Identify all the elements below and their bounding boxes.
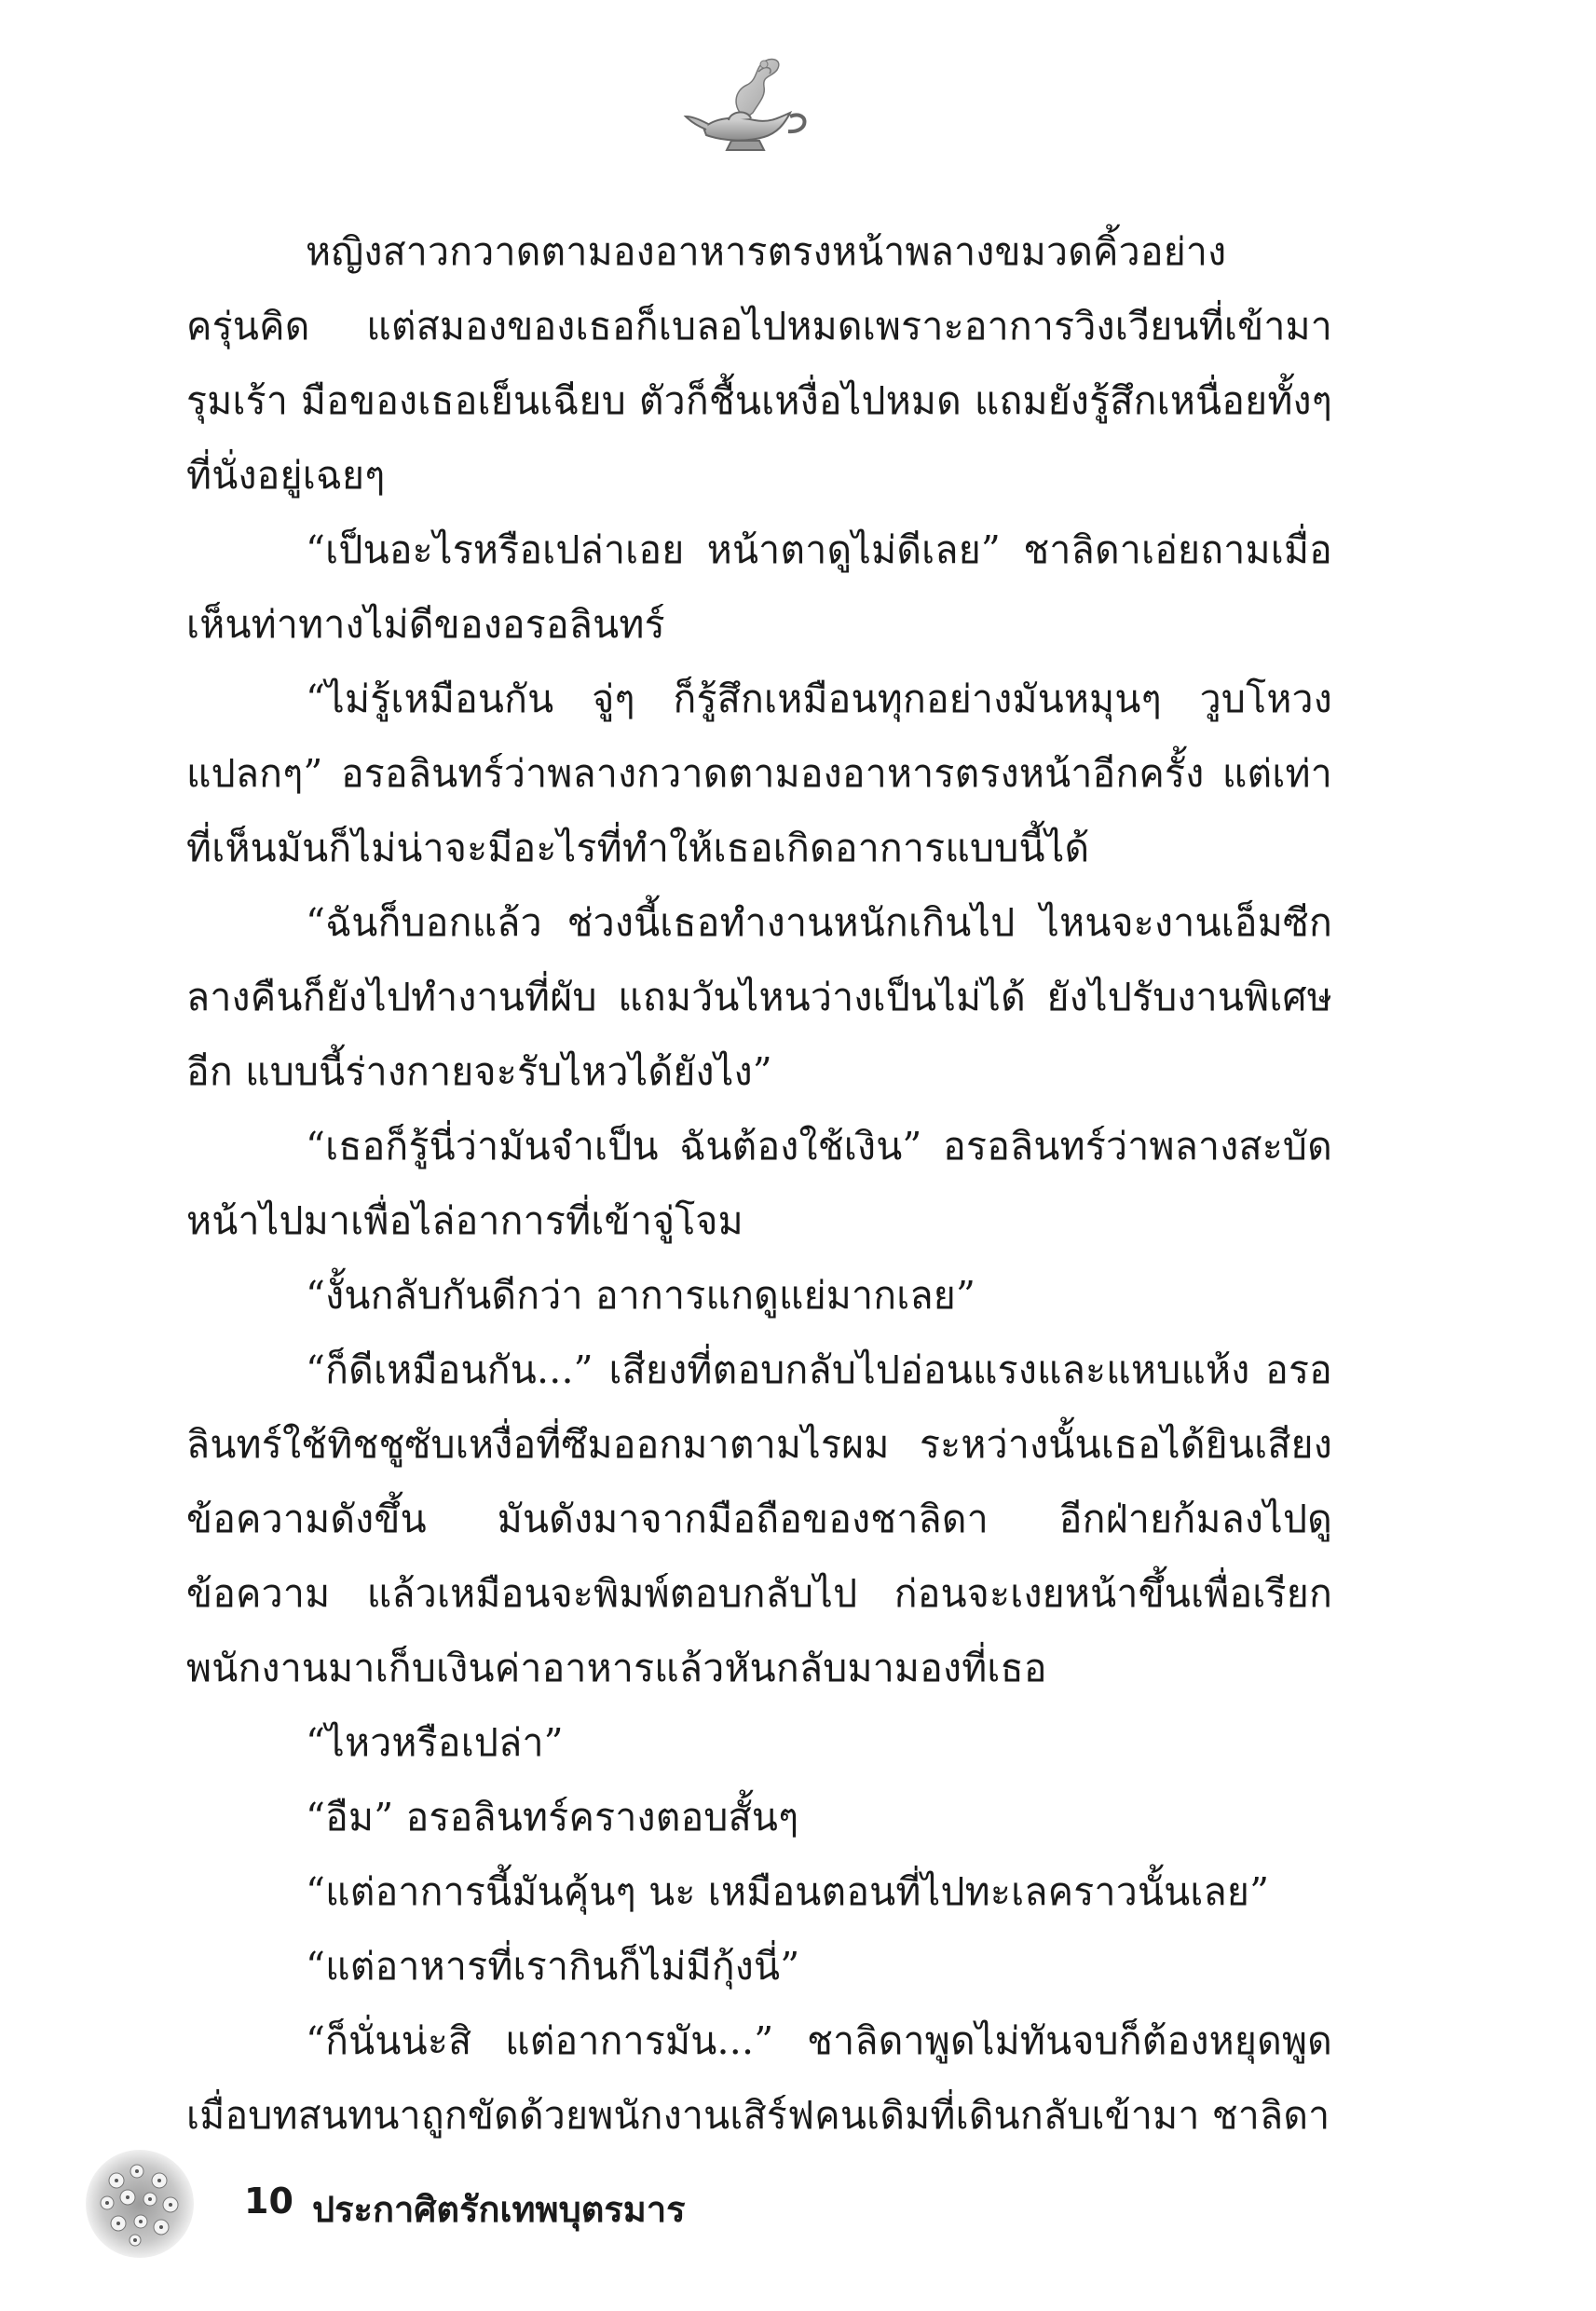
body-text [186, 214, 1332, 2153]
book-title: ประกาศิตรักเทพบุตรมาร [312, 2189, 686, 2230]
magic-lamp-icon [680, 51, 820, 163]
flower-icon [79, 2143, 200, 2264]
paragraph: “อืม” อรอลินทร์ครางตอบสั้นๆ [306, 1795, 799, 1839]
paragraph: “งั้นกลับกันดีกว่า อาการแกดูแย่มากเลย” [306, 1273, 976, 1318]
paragraph: “ก็ดีเหมือนกัน...” เสียงที่ตอบกลับไปอ่อนแรงและแหบแห้ง อรอลินทร์ใช้ทิชชูซับเหงื่อที่ซึมออกมาตามไรผม ระหว่างนั้นเธอได้ยินเสียงข้อความดังขึ้น มันดังมาจากมือถือของชาลิดา อีกฝ่ายก้มลงไปดูข้อความ แล้วเหมือนจะพิมพ์ตอบกลับไป ก่อนจะเงยหน้าขึ้นเพื่อเรียกพนักงานมาเก็บเงินค่าอาหารแล้วหันกลับมามองที่เธอ [186, 1347, 1332, 1690]
paragraph: หญิงสาวกวาดตามองอาหารตรงหน้าพลางขมวดคิ้วอย่างครุ่นคิด แต่สมองของเธอก็เบลอไปหมดเพราะอาการวิงเวียนที่เข้ามารุมเร้า มือของเธอเย็นเฉียบ ตัวก็ชื้นเหงื่อไปหมด แถมยังรู้สึกเหนื่อยทั้งๆ ที่นั่งอยู่เฉยๆ [186, 229, 1332, 498]
paragraph: “ไม่รู้เหมือนกัน จู่ๆ ก็รู้สึกเหมือนทุกอย่างมันหมุนๆ วูบโหวงแปลกๆ” อรอลินทร์ว่าพลางกวาดตามองอาหารตรงหน้าอีกครั้ง แต่เท่าที่เห็นมันก็ไม่น่าจะมีอะไรที่ทำให้เธอเกิดอาการแบบนี้ได้ [186, 677, 1332, 870]
paragraph: “ฉันก็บอกแล้ว ช่วงนี้เธอทำงานหนักเกินไป ไหนจะงานเอ็มซีกลางคืนก็ยังไปทำงานที่ผับ แถมวันไหนว่างเป็นไม่ได้ ยังไปรับงานพิเศษอีก แบบนี้ร่างกายจะรับไหวได้ยังไง” [186, 900, 1332, 1094]
page-number: 10 [244, 2181, 293, 2222]
paragraph: “เธอก็รู้นี่ว่ามันจำเป็น ฉันต้องใช้เงิน” อรอลินทร์ว่าพลางสะบัดหน้าไปมาเพื่อไล่อาการที่เข้าจู่โจม [186, 1124, 1332, 1243]
paragraph: “แต่อาการนี้มันคุ้นๆ นะ เหมือนตอนที่ไปทะเลคราวนั้นเลย” [306, 1869, 1270, 1914]
paragraph: “ไหวหรือเปล่า” [306, 1720, 564, 1765]
paragraph: “แต่อาหารที่เรากินก็ไม่มีกุ้งนี่” [306, 1944, 800, 1989]
page-footer [0, 2143, 1596, 2283]
paragraph: “ก็นั่นน่ะสิ แต่อาการมัน...” ชาลิดาพูดไม่ทันจบก็ต้องหยุดพูด เมื่อบทสนทนาถูกขัดด้วยพนักงานเสิร์ฟคนเดิมที่เดินกลับเข้ามา ชาลิดา [186, 2018, 1332, 2138]
paragraph: “เป็นอะไรหรือเปล่าเอย หน้าตาดูไม่ดีเลย” ชาลิดาเอ่ยถามเมื่อเห็นท่าทางไม่ดีของอรอลินทร์ [186, 527, 1332, 647]
